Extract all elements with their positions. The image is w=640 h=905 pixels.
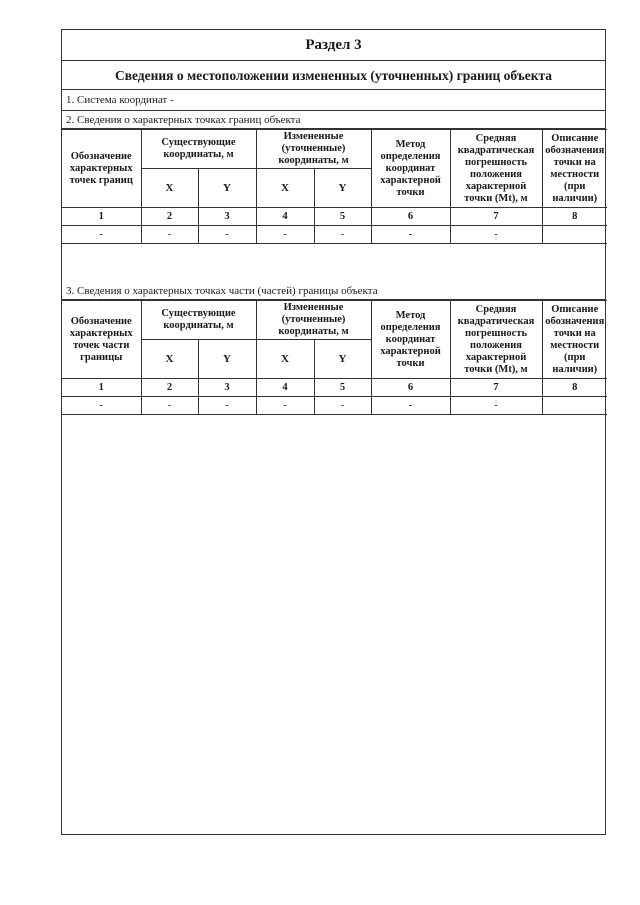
table-cell: - bbox=[198, 226, 256, 244]
table-cell: - bbox=[450, 397, 542, 415]
table-cell: - bbox=[141, 397, 198, 415]
header-method: Метод определения координат характерной точки bbox=[371, 301, 450, 379]
column-numbers-row bbox=[62, 208, 607, 226]
column-number: 4 bbox=[256, 208, 314, 226]
column-number: 3 bbox=[198, 379, 256, 397]
table-cell: - bbox=[256, 226, 314, 244]
header-changed-coords: Измененные (уточненные) координаты, м bbox=[256, 130, 371, 169]
header-changed-x: X bbox=[256, 340, 314, 379]
table-cell: - bbox=[371, 397, 450, 415]
header-existing-coords: Существующие координаты, м bbox=[141, 130, 256, 169]
column-number: 6 bbox=[371, 379, 450, 397]
column-number: 3 bbox=[198, 208, 256, 226]
table-cell bbox=[542, 226, 607, 244]
header-point-designation: Обозначение характерных точек части границы bbox=[62, 301, 141, 379]
column-number: 2 bbox=[141, 208, 198, 226]
header-changed-x: X bbox=[256, 169, 314, 208]
header-error: Средняя квадратическая погрешность положения характерной точки (Mt), м bbox=[450, 130, 542, 208]
table-cell: - bbox=[198, 397, 256, 415]
header-description: Описание обозначения точки на местности (при наличии) bbox=[542, 130, 607, 208]
header-existing-coords: Существующие координаты, м bbox=[141, 301, 256, 340]
header-point-designation: Обозначение характерных точек границ bbox=[62, 130, 141, 208]
table-row bbox=[62, 397, 607, 415]
column-number: 1 bbox=[62, 379, 141, 397]
column-number: 8 bbox=[542, 208, 607, 226]
column-number: 5 bbox=[314, 208, 371, 226]
table-row bbox=[62, 226, 607, 244]
header-changed-y: Y bbox=[314, 340, 371, 379]
table-cell: - bbox=[371, 226, 450, 244]
header-existing-x: X bbox=[141, 340, 198, 379]
column-number: 6 bbox=[371, 208, 450, 226]
header-error: Средняя квадратическая погрешность положения характерной точки (Mt), м bbox=[450, 301, 542, 379]
column-number: 7 bbox=[450, 379, 542, 397]
table-cell: - bbox=[141, 226, 198, 244]
column-number: 4 bbox=[256, 379, 314, 397]
header-existing-y: Y bbox=[198, 340, 256, 379]
table-cell: - bbox=[62, 397, 141, 415]
part-boundary-points-table bbox=[62, 300, 607, 415]
header-existing-y: Y bbox=[198, 169, 256, 208]
column-number: 1 bbox=[62, 208, 141, 226]
table-cell: - bbox=[450, 226, 542, 244]
section-title: Раздел 3 bbox=[62, 30, 605, 61]
column-number: 2 bbox=[141, 379, 198, 397]
header-existing-x: X bbox=[141, 169, 198, 208]
document-frame bbox=[61, 29, 606, 835]
table2-caption: 3. Сведения о характерных точках части (частей) границы объекта bbox=[62, 282, 605, 300]
main-title: Сведения о местоположении измененных (уточненных) границ объекта bbox=[62, 61, 605, 90]
column-numbers-row bbox=[62, 379, 607, 397]
header-method: Метод определения координат характерной точки bbox=[371, 130, 450, 208]
header-changed-coords: Измененные (уточненные) координаты, м bbox=[256, 301, 371, 340]
table-cell: - bbox=[314, 226, 371, 244]
table-cell: - bbox=[314, 397, 371, 415]
column-number: 5 bbox=[314, 379, 371, 397]
column-number: 8 bbox=[542, 379, 607, 397]
coordinate-system: 1. Система координат - bbox=[62, 90, 605, 111]
table-cell: - bbox=[256, 397, 314, 415]
table-cell bbox=[542, 397, 607, 415]
table1-caption: 2. Сведения о характерных точках границ объекта bbox=[62, 111, 605, 129]
boundary-points-table bbox=[62, 129, 607, 244]
column-number: 7 bbox=[450, 208, 542, 226]
header-description: Описание обозначения точки на местности (при наличии) bbox=[542, 301, 607, 379]
header-changed-y: Y bbox=[314, 169, 371, 208]
table-cell: - bbox=[62, 226, 141, 244]
